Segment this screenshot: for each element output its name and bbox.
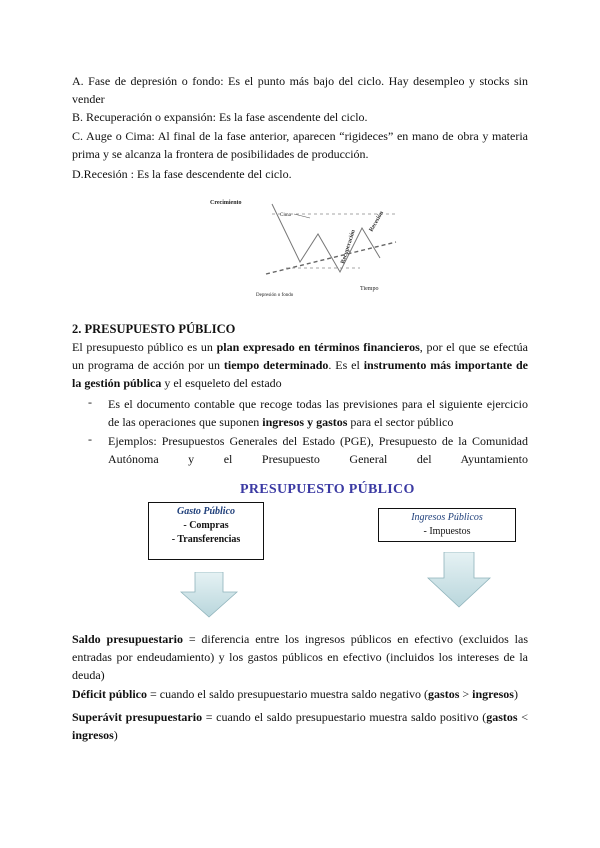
phase-d-text: D.Recesión : Es la fase descendente del ciclo. <box>72 167 292 181</box>
business-cycle-diagram <box>200 192 400 304</box>
bullet-marker-2: - <box>88 432 92 446</box>
phase-a-text: A. Fase de depresión o fondo: Es el punto más bajo del ciclo. Hay desempleo y stocks sin vender <box>72 74 528 106</box>
gasto-item-compras: - Compras <box>183 520 229 531</box>
ingresos-item-impuestos: - Impuestos <box>423 526 471 537</box>
label-recuperacion: Recuperación <box>340 229 357 265</box>
gasto-publico-box <box>148 502 264 560</box>
saldo-definition: Saldo presupuestario = diferencia entre los ingresos públicos en efectivo (excluidos las entradas por endeudamiento) y los gastos públicos en efectivo (incluidos los intereses de la deuda) <box>72 632 529 682</box>
bullet-2-text: Ejemplos: Presupuestos Generales del Estado (PGE), Presupuesto de la Comunidad Autónoma y el Presupuesto General del Ayuntamiento <box>108 434 528 466</box>
cima-leader-line <box>294 214 310 218</box>
phase-c-text: C. Auge o Cima: Al final de la fase anterior, aparecen “rigideces” en mano de obra y materia prima y se alcanza la frontera de posibilidades de producción. <box>72 129 528 161</box>
gasto-item-transferencias: - Transferencias <box>171 534 241 545</box>
ingresos-title: Ingresos Públicos <box>411 512 483 523</box>
gasto-title: Gasto Público <box>176 506 236 517</box>
label-depresion: Depresión o fondo <box>256 293 294 298</box>
down-arrow-right-icon <box>426 552 492 608</box>
phase-b-text: B. Recuperación o expansión: Es la fase ascendente del ciclo. <box>72 110 368 124</box>
section-heading: 2. PRESUPUESTO PÚBLICO <box>72 322 236 336</box>
trend-line <box>266 242 396 274</box>
deficit-definition: Déficit público = cuando el saldo presupuestario muestra saldo negativo (gastos > ingresos) <box>72 687 518 701</box>
label-tiempo: Tiempo <box>360 286 379 292</box>
superavit-definition: Superávit presupuestario = cuando el saldo presupuestario muestra saldo positivo (gastos < ingresos) <box>72 710 529 742</box>
bullet-1-text: Es el documento contable que recoge todas las previsiones para el siguiente ejercicio de las operaciones que suponen ingresos y gastos para el sector público <box>108 397 528 429</box>
label-cima: Cima <box>280 213 291 218</box>
intro-paragraph: El presupuesto público es un plan expresado en términos financieros, por el que se efectúa un programa de acción por un tiempo determinado. Es el instrumento más importante de la gestión pública y el esqueleto del estado <box>72 340 528 390</box>
presupuesto-title: PRESUPUESTO PÚBLICO <box>240 482 415 497</box>
label-crecimiento: Crecimiento <box>210 200 242 206</box>
down-arrow-left-icon <box>180 572 238 618</box>
label-recesion: Recesión <box>368 210 386 233</box>
bullet-marker-1: - <box>88 395 92 409</box>
ingresos-publicos-box <box>378 508 516 542</box>
